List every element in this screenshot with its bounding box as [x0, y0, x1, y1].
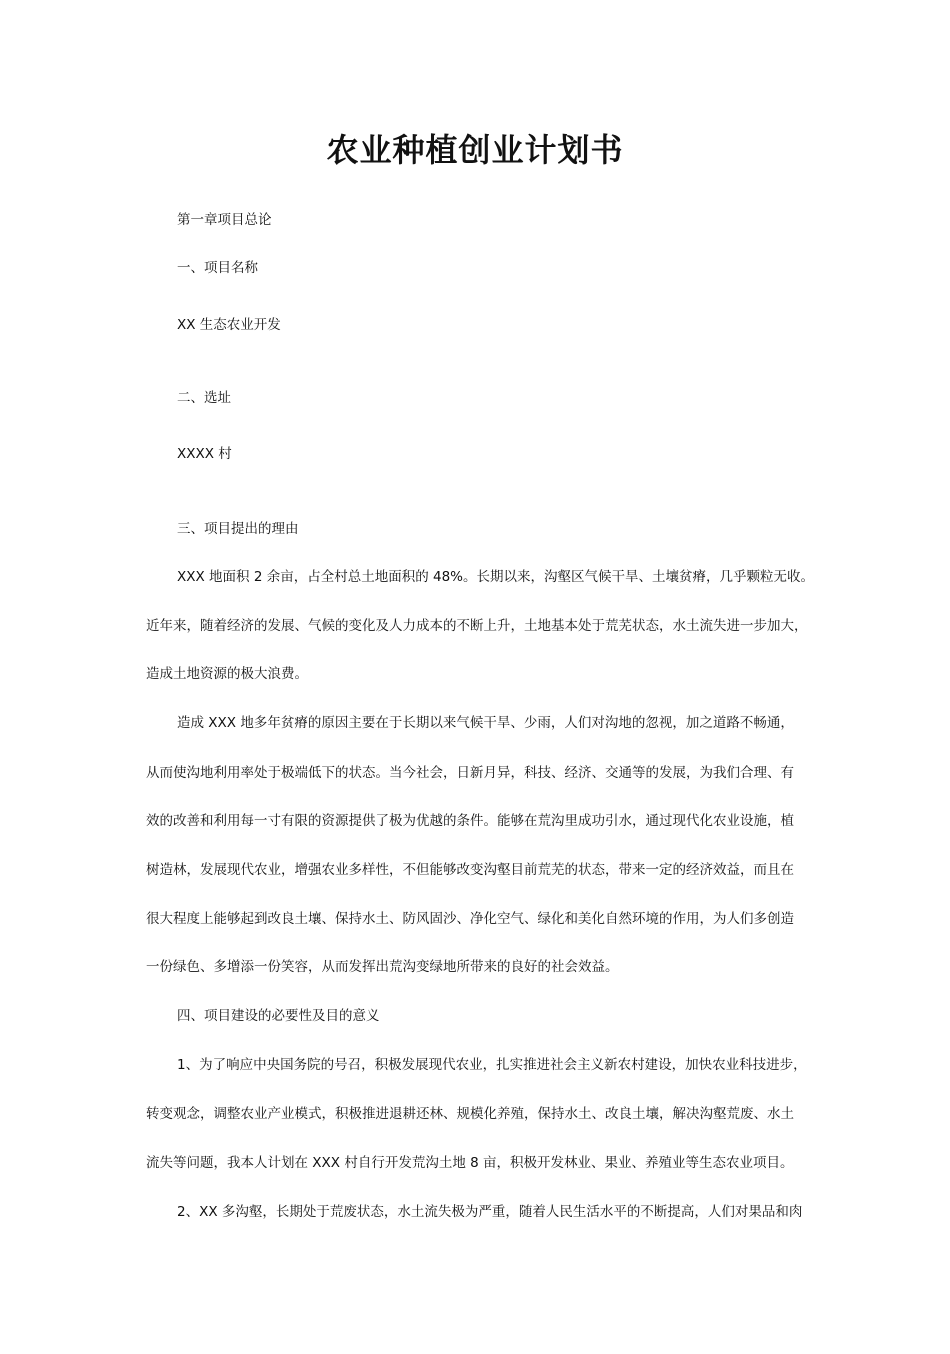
- paragraph-line: 近年来，随着经济的发展、气候的变化及人力成本的不断上升，土地基本处于荒芜状态，水土流失进一步加大，: [146, 618, 808, 634]
- paragraph-line: 转变观念，调整农业产业模式，积极推进退耕还林、规模化养殖，保持水土、改良土壤，解决沟壑荒废、水土: [146, 1106, 794, 1122]
- paragraph-line: 很大程度上能够起到改良土壤、保持水土、防风固沙、净化空气、绿化和美化自然环境的作用，为人们多创造: [146, 911, 794, 927]
- paragraph-line: 造成土地资源的极大浪费。: [146, 666, 308, 682]
- paragraph-line: 从而使沟地利用率处于极端低下的状态。当今社会，日新月异，科技、经济、交通等的发展，为我们合理、有: [146, 765, 794, 781]
- paragraph-line: XXXX 村: [177, 446, 232, 462]
- paragraph-line: 树造林，发展现代农业，增强农业多样性，不但能够改变沟壑目前荒芜的状态，带来一定的经济效益，而且在: [146, 862, 794, 878]
- chapter-heading: 第一章项目总论: [177, 212, 272, 228]
- paragraph-line: 流失等问题，我本人计划在 XXX 村自行开发荒沟土地 8 亩，积极开发林业、果业、养殖业等生态农业项目。: [146, 1155, 794, 1171]
- paragraph-line: XXX 地面积 2 余亩，占全村总土地面积的 48%。长期以来，沟壑区气候干旱、土壤贫瘠，几乎颗粒无收。: [177, 569, 815, 585]
- section-heading: 一、项目名称: [177, 260, 258, 276]
- paragraph-line: 一份绿色、多增添一份笑容，从而发挥出荒沟变绿地所带来的良好的社会效益。: [146, 959, 619, 975]
- paragraph-line: 2、XX 多沟壑，长期处于荒废状态，水土流失极为严重，随着人民生活水平的不断提高，人们对果品和肉: [177, 1204, 803, 1220]
- paragraph-line: XX 生态农业开发: [177, 317, 281, 333]
- section-heading: 二、选址: [177, 390, 231, 406]
- section-heading: 四、项目建设的必要性及目的意义: [177, 1008, 380, 1024]
- paragraph-line: 效的改善和利用每一寸有限的资源提供了极为优越的条件。能够在荒沟里成功引水，通过现代化农业设施，植: [146, 813, 794, 829]
- paragraph-line: 造成 XXX 地多年贫瘠的原因主要在于长期以来气候干旱、少雨，人们对沟地的忽视，加之道路不畅通，: [177, 715, 794, 731]
- paragraph-line: 1、为了响应中央国务院的号召，积极发展现代农业，扎实推进社会主义新农村建设，加快农业科技进步，: [177, 1057, 807, 1073]
- document-title: 农业种植创业计划书: [326, 131, 624, 169]
- section-heading: 三、项目提出的理由: [177, 521, 299, 537]
